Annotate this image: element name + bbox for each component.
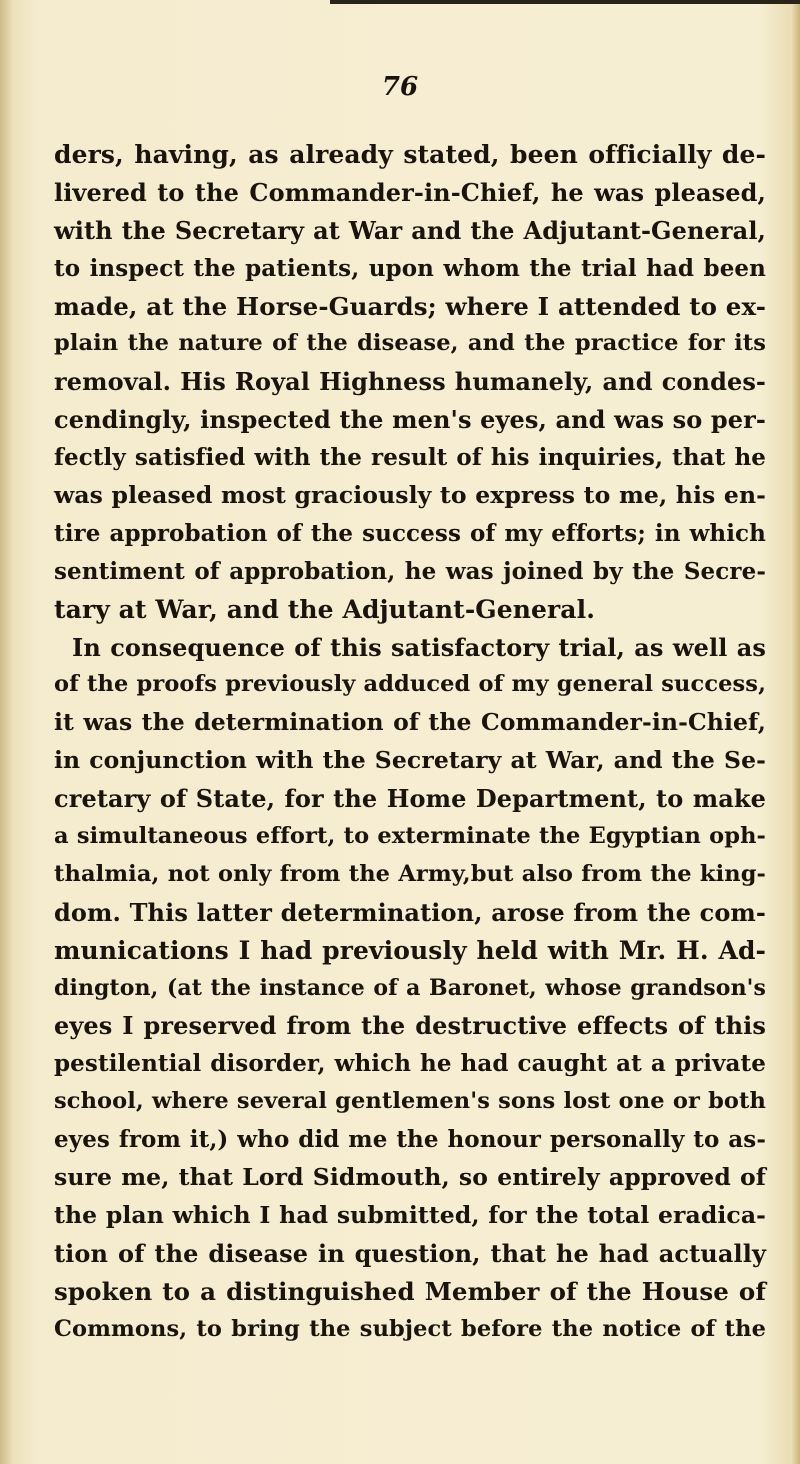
text-line: with the Secretary at War and the Adjutant-General,	[54, 215, 766, 245]
text-line: munications I had previously held with Mr. H. Ad-	[54, 935, 766, 965]
text-line: a simultaneous effort, to exterminate the Egyptian oph-	[54, 823, 766, 850]
text-line: sentiment of approbation, he was joined by the Secre-	[54, 557, 766, 585]
page-number: 76	[381, 72, 419, 102]
text-line: cendingly, inspected the men's eyes, and was so per-	[54, 405, 766, 435]
text-line: livered to the Commander-in-Chief, he was pleased,	[54, 177, 766, 207]
text-line: to inspect the patients, upon whom the trial had been	[54, 254, 766, 282]
text-line: In consequence of this satisfactory trial, as well as	[72, 632, 766, 662]
page-spine-shadow	[0, 0, 14, 1464]
text-line: of the proofs previously adduced of my general success,	[54, 671, 766, 698]
text-line: dington, (at the instance of a Baronet, whose grandson's	[54, 974, 766, 1001]
text-line: was pleased most graciously to express to me, his en-	[54, 481, 766, 510]
text-line: eyes from it,) who did me the honour personally to as-	[54, 1126, 766, 1154]
text-line: eyes I preserved from the destructive effects of this	[54, 1011, 766, 1041]
text-line: spoken to a distinguished Member of the House of	[54, 1276, 766, 1306]
text-line: tire approbation of the success of my efforts; in which	[54, 519, 766, 547]
text-line: fectly satisfied with the result of his inquiries, that he	[54, 444, 766, 472]
text-line: made, at the Horse-Guards; where I attended to ex-	[54, 291, 766, 321]
text-line: removal. His Royal Highness humanely, and condes-	[54, 367, 766, 397]
text-line: tary at War, and the Adjutant-General.	[54, 594, 596, 624]
text-line: Commons, to bring the subject before the notice of the	[54, 1315, 766, 1342]
text-line: tion of the disease in question, that he had actually	[54, 1238, 766, 1268]
text-line: pestilential disorder, which he had caught at a private	[54, 1050, 766, 1078]
text-line: in conjunction with the Secretary at War, and the Se-	[54, 746, 766, 775]
text-line: plain the nature of the disease, and the practice for its	[54, 330, 766, 357]
text-line: it was the determination of the Commander-in-Chief,	[54, 708, 766, 737]
text-line: dom. This latter determination, arose from the com-	[54, 897, 766, 927]
text-line: sure me, that Lord Sidmouth, so entirely approved of	[54, 1163, 766, 1192]
text-line: school, where several gentlemen's sons lost one or both	[54, 1088, 766, 1115]
text-line: thalmia, not only from the Army,but also from the king-	[54, 860, 766, 887]
top-edge-rule	[330, 0, 800, 4]
page-edge-shadow	[790, 0, 800, 1464]
text-line: cretary of State, for the Home Department, to make	[54, 784, 766, 814]
text-line: ders, having, as already stated, been officially de-	[54, 140, 766, 169]
text-line: the plan which I had submitted, for the total eradica-	[54, 1200, 766, 1229]
body-text	[54, 136, 766, 1349]
